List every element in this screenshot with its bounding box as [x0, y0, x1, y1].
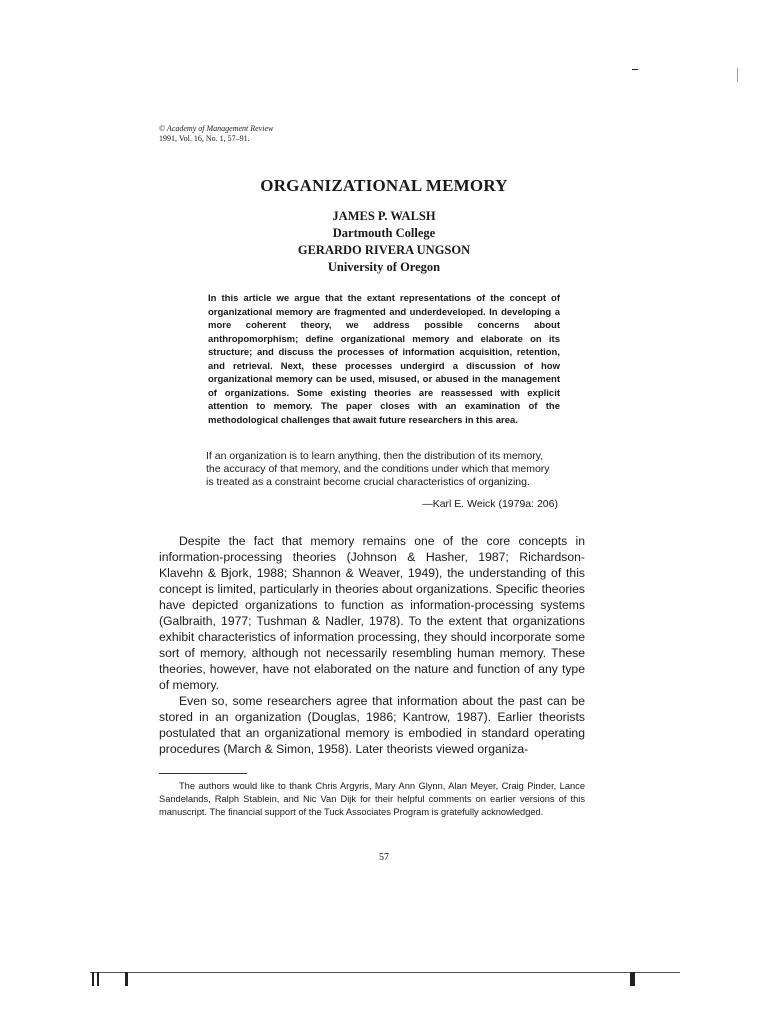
author-affiliation-2: University of Oregon [327, 260, 441, 274]
scan-dash-mark [632, 69, 638, 70]
author-name-1: JAMES P. WALSH [332, 209, 436, 223]
footnote: The authors would like to thank Chris Argyris, Mary Ann Glynn, Alan Meyer, Craig Pinder, Lance Sandelands, Ralph Stablein, and Nic Van Dijk for their helpful comments on earlier versions of this manuscript. The financial support of the Tuck Associates Program is gratefully acknowledged. [159, 781, 585, 817]
scan-bracket-left-2 [97, 972, 99, 986]
author-name-2: GERARDO RIVERA UNGSON [297, 243, 471, 257]
footnote-rule [159, 773, 247, 774]
abstract: In this article we argue that the extant representations of the concept of organizational memory are fragmented and underdeveloped. In developing a more coherent theory, we address possible concerns about anthropomorphism; define organizational memory and elaborate on its structure; and discuss the processes of information acquisition, retention, and retrieval. Next, these processes undergird a discussion of how organizational memory can be used, misused, or abused in the management of organizations. Some existing theories are reassessed with explicit attention to memory. The paper closes with an examination of the methodological challenges that await future researchers in this area. [208, 293, 560, 426]
journal-copyright: © Academy of Management Review [159, 124, 274, 133]
article-title: ORGANIZATIONAL MEMORY [260, 176, 508, 195]
scan-bottom-line [90, 972, 680, 973]
body-paragraph: Even so, some researchers agree that information about the past can be stored in an organization (Douglas, 1986; Kantrow, 1987). Earlier theorists postulated that an organizational memory is embodied in standard operating procedures (March & Simon, 1958). Later theorists viewed organiza- [159, 694, 585, 756]
journal-header [159, 124, 273, 144]
page-number: 57 [379, 852, 389, 863]
journal-citation: 1991, Vol. 16, No. 1, 57–91. [159, 134, 250, 143]
scan-bracket-left [92, 972, 94, 986]
scan-bracket-mid [125, 972, 128, 986]
epigraph-attribution: —Karl E. Weick (1979a: 206) [422, 498, 558, 510]
body-paragraph: Despite the fact that memory remains one of the core concepts in information-processing theories (Johnson & Hasher, 1987; Richardson-Klavehn & Bjork, 1988; Shannon & Weaver, 1949), the understanding of this concept is limited, particularly in theories about organizations. Specific theories have depicted organizations to function as information-processing systems (Galbraith, 1977; Tushman & Nadler, 1978). To the extent that organizations exhibit characteristics of information processing, they should incorporate some sort of memory, although not necessarily resembling human memory. These theories, however, have not elaborated on the nature and function of any type of memory. [159, 534, 585, 692]
scan-edge-mark [737, 68, 738, 82]
author-affiliation-1: Dartmouth College [332, 226, 436, 240]
body-text [159, 533, 585, 757]
epigraph-quote: If an organization is to learn anything, then the distribution of its memory, the accuracy of that memory, and the conditions under which that memory is treated as a constraint become crucial characteristics of organizing. [206, 450, 550, 488]
scan-bracket-right [630, 972, 635, 986]
